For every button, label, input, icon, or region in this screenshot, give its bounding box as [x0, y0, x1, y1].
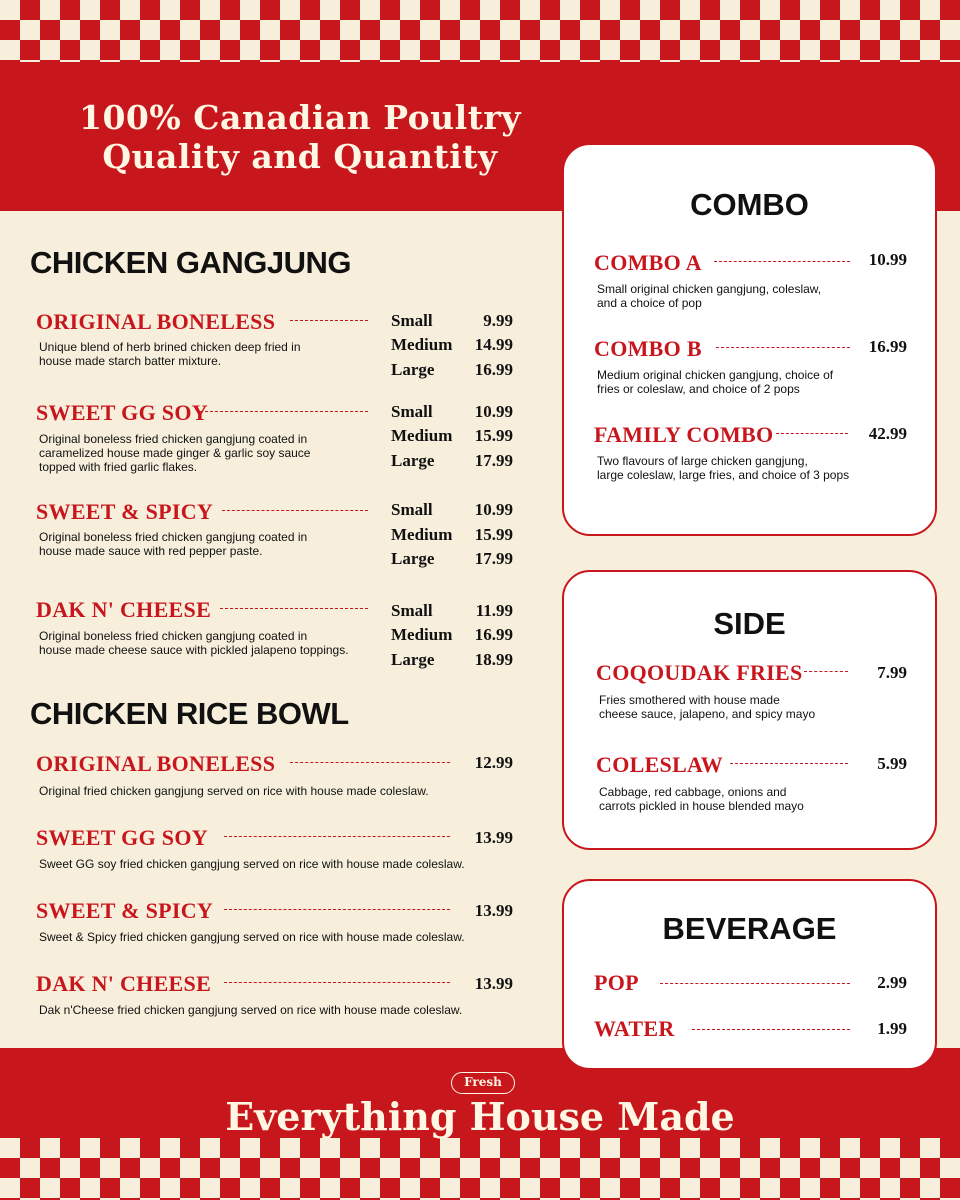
price-small: 9.99	[483, 311, 513, 330]
price-large: 17.99	[474, 451, 513, 470]
item-description: Sweet GG soy fried chicken gangjung served on rice with house made coleslaw.	[39, 857, 465, 871]
size-label-medium: Medium	[391, 426, 453, 445]
combo-description-family: Two flavours of large chicken gangjung, large coleslaw, large fries, and choice of 3 pops	[597, 454, 850, 482]
combo-description-b: Medium original chicken gangjung, choice of fries or coleslaw, and choice of 2 pops	[597, 368, 834, 396]
item-price: 12.99	[474, 753, 513, 772]
price-medium: 15.99	[474, 426, 513, 445]
leader-dots	[660, 983, 850, 984]
size-label-large: Large	[391, 650, 435, 669]
beverage-card	[562, 879, 937, 1070]
combo-price-family: 42.99	[868, 424, 907, 443]
card-title-side: SIDE	[713, 606, 786, 641]
combo-price-b: 16.99	[868, 337, 907, 356]
section-title-chicken-gangjung: CHICKEN GANGJUNG	[30, 245, 351, 280]
leader-dots	[220, 608, 368, 609]
side-item-name-fries: COQOUDAK FRIES	[596, 660, 803, 685]
item-price: 13.99	[474, 974, 513, 993]
combo-item-name-b: COMBO B	[594, 336, 702, 361]
side-price-fries: 7.99	[877, 663, 907, 682]
side-description-coleslaw: Cabbage, red cabbage, onions and carrots pickled in house blended mayo	[599, 785, 804, 813]
leader-dots	[692, 1029, 850, 1030]
leader-dots	[290, 762, 450, 763]
size-label-large: Large	[391, 451, 435, 470]
size-label-large: Large	[391, 360, 435, 379]
item-name: ORIGINAL BONELESS	[36, 309, 276, 334]
leader-dots	[716, 347, 850, 348]
fresh-badge: Fresh	[451, 1072, 515, 1094]
size-label-small: Small	[391, 601, 433, 620]
combo-item-name-a: COMBO A	[594, 250, 702, 275]
item-description: Original boneless fried chicken gangjung coated in house made cheese sauce with pickled jalapeno toppings.	[39, 629, 349, 657]
item-name: SWEET & SPICY	[36, 898, 214, 923]
size-label-small: Small	[391, 311, 433, 330]
side-description-fries: Fries smothered with house made cheese sauce, jalapeno, and spicy mayo	[599, 693, 816, 721]
leader-dots	[224, 909, 450, 910]
item-price: 13.99	[474, 828, 513, 847]
size-label-medium: Medium	[391, 525, 453, 544]
combo-price-a: 10.99	[868, 250, 907, 269]
headline-line-1: 100% Canadian Poultry	[79, 98, 521, 137]
item-description: Original boneless fried chicken gangjung coated in house made sauce with red pepper paste.	[39, 530, 308, 558]
beverage-price-water: 1.99	[877, 1019, 907, 1038]
price-medium: 15.99	[474, 525, 513, 544]
item-description: Original boneless fried chicken gangjung coated in caramelized house made ginger & garlic soy sauce topped with fried garlic flakes.	[39, 432, 311, 474]
price-medium: 16.99	[474, 625, 513, 644]
price-large: 17.99	[474, 549, 513, 568]
size-label-small: Small	[391, 500, 433, 519]
item-name: ORIGINAL BONELESS	[36, 751, 276, 776]
side-item-name-coleslaw: COLESLAW	[596, 752, 724, 777]
beverage-item-name-pop: POP	[594, 970, 639, 995]
beverage-item-name-water: WATER	[594, 1016, 675, 1041]
leader-dots	[200, 411, 368, 412]
price-large: 16.99	[474, 360, 513, 379]
section-title-chicken-rice-bowl: CHICKEN RICE BOWL	[30, 696, 349, 731]
leader-dots	[714, 261, 850, 262]
item-name: DAK N' CHEESE	[36, 597, 212, 622]
checkered-border-bottom	[0, 1138, 960, 1200]
combo-card	[562, 143, 937, 536]
price-large: 18.99	[474, 650, 513, 669]
size-label-large: Large	[391, 549, 435, 568]
size-label-medium: Medium	[391, 625, 453, 644]
price-small: 10.99	[474, 402, 513, 421]
card-title-beverage: BEVERAGE	[662, 911, 837, 946]
item-description: Sweet & Spicy fried chicken gangjung served on rice with house made coleslaw.	[39, 930, 465, 944]
item-description: Original fried chicken gangjung served on rice with house made coleslaw.	[39, 784, 429, 798]
item-price: 13.99	[474, 901, 513, 920]
price-medium: 14.99	[474, 335, 513, 354]
side-card	[562, 570, 937, 850]
leader-dots	[224, 982, 450, 983]
item-name: SWEET GG SOY	[36, 825, 208, 850]
item-name: DAK N' CHEESE	[36, 971, 212, 996]
combo-description-a: Small original chicken gangjung, coleslaw, and a choice of pop	[597, 282, 822, 310]
leader-dots	[730, 763, 848, 764]
beverage-price-pop: 2.99	[877, 973, 907, 992]
combo-item-name-family: FAMILY COMBO	[594, 422, 774, 447]
footer-title: Everything House Made	[225, 1094, 735, 1139]
leader-dots	[224, 836, 450, 837]
side-price-coleslaw: 5.99	[877, 754, 907, 773]
price-small: 10.99	[474, 500, 513, 519]
item-name: SWEET & SPICY	[36, 499, 214, 524]
leader-dots	[222, 510, 368, 511]
headline-line-2: Quality and Quantity	[102, 137, 498, 176]
item-description: Dak n'Cheese fried chicken gangjung served on rice with house made coleslaw.	[39, 1003, 463, 1017]
card-title-combo: COMBO	[690, 187, 809, 222]
size-label-medium: Medium	[391, 335, 453, 354]
item-name: SWEET GG SOY	[36, 400, 208, 425]
leader-dots	[290, 320, 368, 321]
item-description: Unique blend of herb brined chicken deep fried in house made starch batter mixture.	[39, 340, 301, 368]
size-label-small: Small	[391, 402, 433, 421]
checkered-border-top	[0, 0, 960, 62]
price-small: 11.99	[475, 601, 513, 620]
